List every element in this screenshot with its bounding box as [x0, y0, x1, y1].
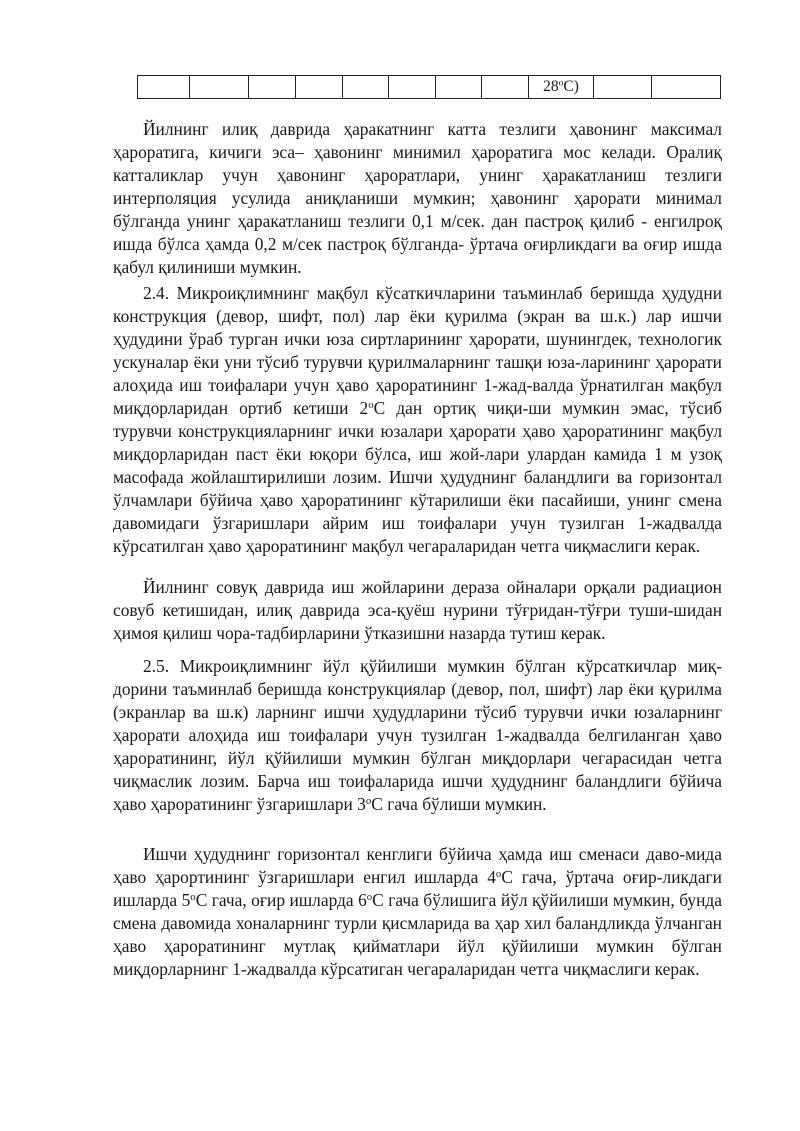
paragraph-text: С гача, оғир ишларда 6	[195, 890, 367, 910]
degree-mark: o	[368, 399, 374, 412]
table-cell	[482, 76, 529, 99]
paragraph-text: 2.5. Микроиқлимнинг йўл қўйилиши мумкин бўлган кўрсаткичлар миқ-дорини таъминлаб беришда конструкциялар (девор, пол, шифт) лар ёки қурилма (экранлар ва ш.к) ларнинг ишчи ҳудудларини тўсиб турувчи ички юзаларнинг ҳарорати алоҳида иш тоифалари учун тузилган 1-жадвалда белгиланган ҳаво ҳароратининг, йўл қўйилиши мумкин бўлган миқдорлари чегарасидан четга чиқмаслик лозим. Барча иш тоифаларида ишчи ҳудуднинг баландлиги бўйича ҳаво ҳароратининг ўзгаришлари 3	[113, 656, 722, 814]
degree-mark: o	[495, 868, 502, 881]
table-cell	[343, 76, 389, 99]
paragraph-text: Ишчи ҳудуднинг горизонтал кенглиги бўйича ҳамда иш сменаси даво-мида ҳаво ҳарортининг ўзгаришлари енгил ишларда 4	[113, 844, 722, 887]
table-fragment	[137, 75, 721, 99]
paragraph-text: С гача, ўртача оғир-ликдаги ишларда 5	[113, 867, 722, 910]
degree-mark: o	[365, 795, 372, 808]
paragraph-cold-period-protection: Йилнинг совуқ даврида иш жойларини дераза ойналари орқали радиацион совуб кетишидан, илиқ даврида эса-қуёш нурини тўғридан-тўғри туши-шидан ҳимоя қилиш чора-тадбирларини ўтказишни назарда тутиш керак.	[113, 577, 722, 643]
table-cell	[138, 76, 190, 99]
paragraph-warm-period-air-speed: Йилнинг илиқ даврида ҳаракатнинг катта тезлиги ҳавонинг максимал ҳароратига, кичиги эса– ҳавонинг минимил ҳароратига мос келади. Оралиқ катталиклар учун ҳавонинг ҳароратлари, унинг ҳаракатланиш тезлиги интерполяция усулида аниқланиши мумкин; ҳавонинг ҳарорати минимал бўлганда унинг ҳаракатланиш тезлиги 0,1 м/сек. дан пастроқ қилиб - енгилроқ ишда бўлса ҳамда 0,2 м/сек пастроқ бўлганда- ўртача оғирликдаги ва оғир ишда қабул қилиниши мумкин.	[113, 119, 722, 277]
table-cell-temperature	[529, 76, 594, 99]
cell-value: 28	[543, 78, 559, 95]
table-cell	[436, 76, 482, 99]
paragraph-text: С гача бўлиши мумкин.	[371, 794, 547, 814]
paragraph-text: 2.4. Микроиқлимнинг мақбул кўсаткичларини таъминлаб беришда ҳудудни конструкция (девор, шифт, пол) лар ёки қурилма (экран ва ш.к.) лар ишчи ҳудудини ўраб турган ички юза сиртларининг ҳарорати, шунингдек, технологик ускуналар ёки уни тўсиб турувчи қурилмаларнинг ташқи юза-ларининг ҳарорати алоҳида иш тоифалари учун ҳаво ҳароратининг 1-жад-валда ўрнатилган мақбул миқдорларидан ортиб кетиши 2	[113, 283, 722, 418]
table-cell	[296, 76, 343, 99]
table-row	[138, 76, 721, 99]
cell-suffix: С)	[563, 78, 579, 95]
paragraph-horizontal-width-variation	[113, 843, 722, 981]
paragraph-section-2-4	[113, 282, 722, 558]
table-cell	[389, 76, 436, 99]
degree-mark: o	[558, 77, 564, 89]
degree-mark: o	[190, 891, 196, 904]
table-cell	[652, 76, 721, 99]
paragraph-text: С дан ортиқ чиқи-ши мумкин эмас, тўсиб турувчи конструкцияларнинг ички юзалари ҳарорати ҳаво ҳароратининг мақбул миқдорларидан паст ёки юқори бўлса, иш жой-лари улардан камида 1 м узоқ масофада жойлаштирилиши лозим. Ишчи ҳудуднинг баландлиги ва горизонтал ўлчамлари бўйича ҳаво ҳароратининг кўтарилиши ёки пасайиши, унинг смена давомидаги ўзгаришлари айрим иш тоифалари учун тузилган 1-жадвалда кўрсатилган ҳаво ҳароратининг мақбул чегараларидан четга чиқмаслиги керак.	[113, 398, 722, 556]
table-cell	[249, 76, 296, 99]
paragraph-section-2-5	[113, 655, 722, 816]
table-cell	[594, 76, 652, 99]
degree-mark: o	[366, 891, 373, 904]
paragraph-text: С гача бўлишига йўл қўйилиши мумкин, бунда смена давомида хоналарнинг турли қисмларида ва ҳар хил баландликда ўлчанган ҳаво ҳароратининг мутлақ қийматлари йўл қўйилиши мумкин бўлган миқдорларнинг 1-жадвалда кўрсатиган чегараларидан четга чиқмаслиги керак.	[113, 890, 722, 979]
table-cell	[190, 76, 249, 99]
